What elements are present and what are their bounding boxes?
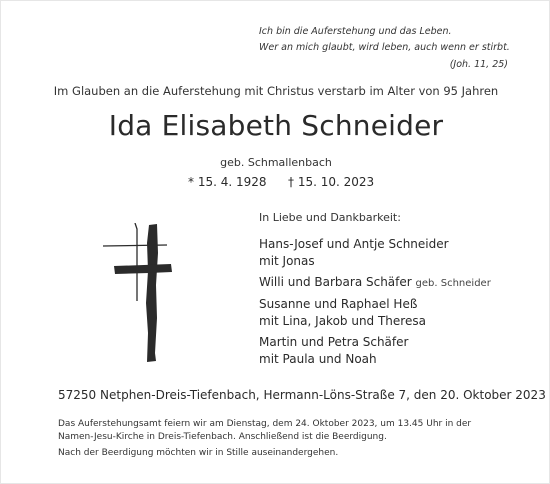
mourner-names: Hans-Josef und Antje Schneider <box>259 237 449 251</box>
mourner-names: Martin und Petra Schäfer <box>259 335 409 349</box>
bible-verse-reference: (Joh. 11, 25) <box>449 59 508 70</box>
town-name: Netphen-Dreis-Tiefenbach, <box>100 388 260 402</box>
mourner-group-4 <box>259 334 408 368</box>
mourner-names: Willi und Barbara Schäfer <box>259 275 412 289</box>
death-date-value: 15. 10. 2023 <box>297 175 375 189</box>
address-and-date: Hermann-Löns-Straße 7, den 20. Oktober 2023 <box>263 388 546 402</box>
death-date <box>288 175 374 189</box>
mourner-group-1 <box>259 236 449 270</box>
mourner-group-2 <box>259 274 491 292</box>
mourner-children: mit Lina, Jakob und Theresa <box>259 314 426 328</box>
deceased-name: Ida Elisabeth Schneider <box>108 109 444 142</box>
mourner-names: Susanne und Raphael Heß <box>259 297 418 311</box>
mourners-heading: In Liebe und Dankbarkeit: <box>259 211 401 224</box>
mourner-children: mit Paula und Noah <box>259 352 377 366</box>
birth-date <box>188 175 267 189</box>
maiden-name: geb. Schmallenbach <box>220 156 332 169</box>
mourner-group-3 <box>259 296 426 330</box>
birth-symbol: * <box>188 175 194 189</box>
cross-icon <box>99 223 174 365</box>
birth-date-value: 15. 4. 1928 <box>197 175 267 189</box>
intro-text: Im Glauben an die Auferstehung mit Christus verstarb im Alter von 95 Jahren <box>53 84 499 98</box>
bible-verse-line-1: Ich bin die Auferstehung und das Leben. <box>259 26 452 37</box>
mourner-children: mit Jonas <box>259 254 315 268</box>
postal-code: 57250 <box>58 388 97 402</box>
place-and-date <box>58 388 546 402</box>
bible-verse-line-2: Wer an mich glaubt, wird leben, auch wenn er stirbt. <box>259 42 510 53</box>
service-details <box>58 418 508 460</box>
mourner-maiden-name: geb. Schneider <box>415 278 491 289</box>
death-symbol: † <box>288 175 294 189</box>
closing-note: Nach der Beerdigung möchten wir in Stille auseinandergehen. <box>58 448 339 458</box>
service-info: Das Auferstehungsamt feiern wir am Dienstag, dem 24. Oktober 2023, um 13.45 Uhr in der Namen-Jesu-Kirche in Dreis-Tiefenbach. Anschließend ist die Beerdigung. <box>58 419 472 442</box>
